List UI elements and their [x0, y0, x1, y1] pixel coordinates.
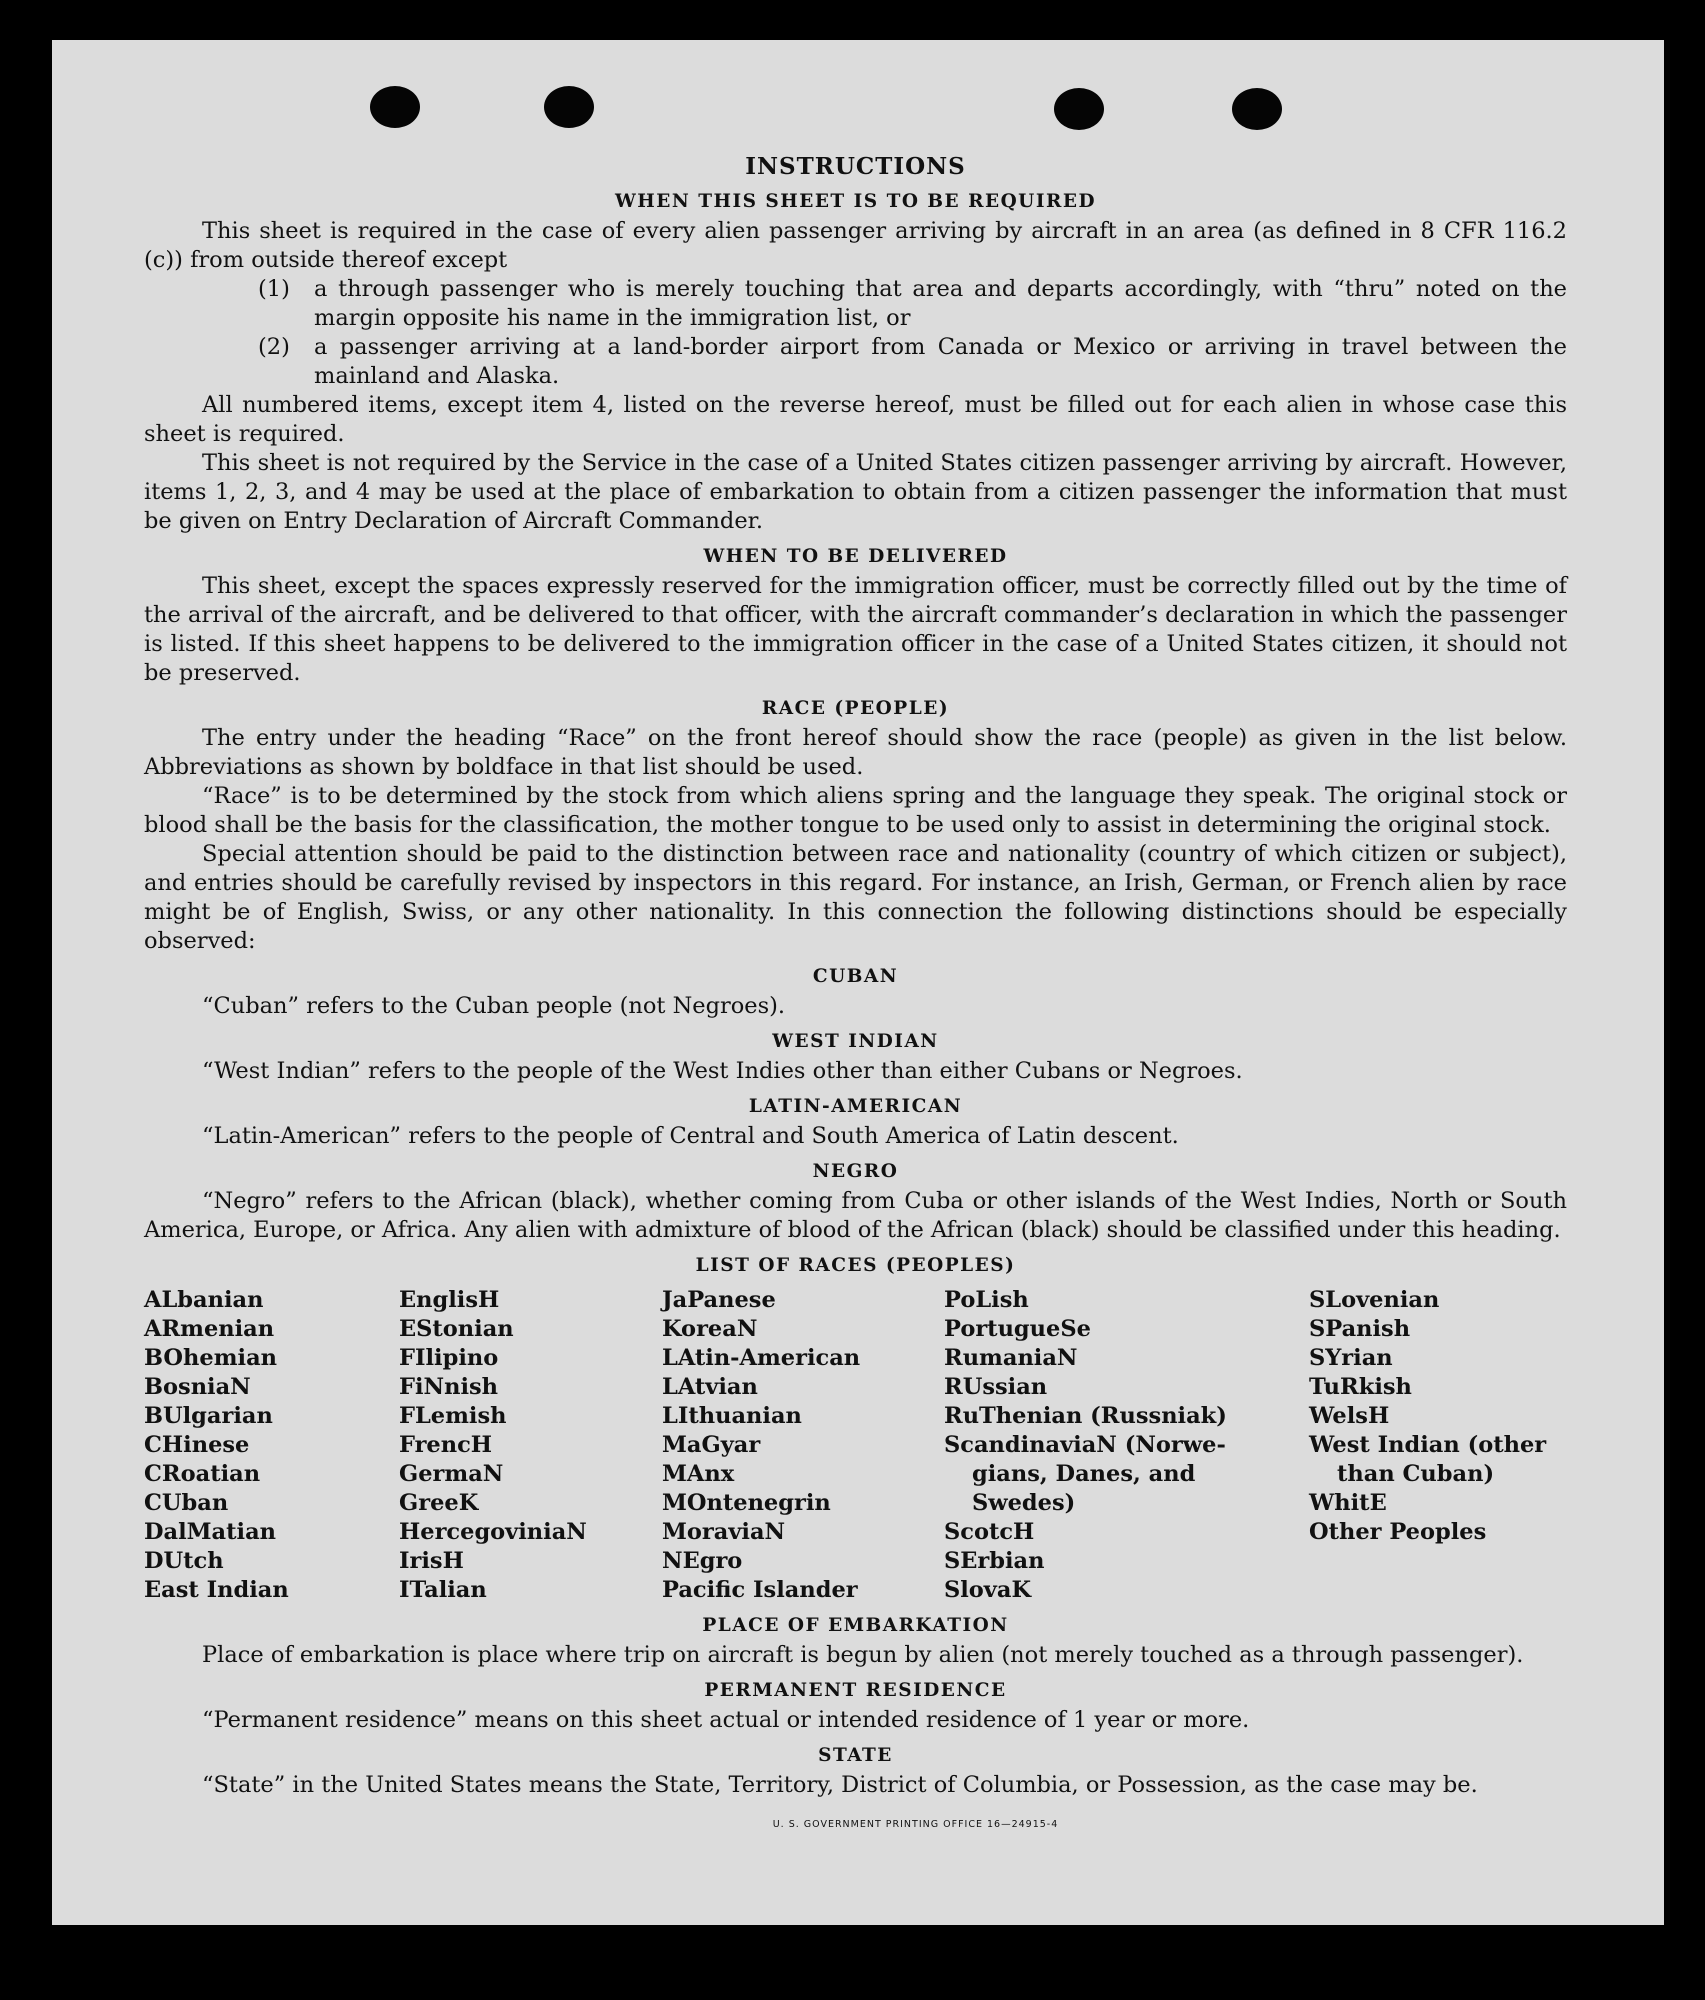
race-item: MOntenegrin — [662, 1490, 831, 1516]
section-heading: PLACE OF EMBARKATION — [702, 1615, 1009, 1636]
race-item: MAnx — [662, 1461, 735, 1487]
race-item: ScotcH — [944, 1519, 1035, 1545]
section-heading: NEGRO — [812, 1161, 899, 1182]
race-item: ITalian — [399, 1577, 487, 1603]
punch-hole — [1054, 88, 1104, 130]
race-item: ALbanian — [144, 1287, 264, 1313]
race-item: WhitE — [1309, 1490, 1387, 1516]
race-item: CUban — [144, 1490, 229, 1516]
race-item: MaGyar — [662, 1432, 761, 1458]
race-item: WelsH — [1309, 1403, 1390, 1429]
section-heading: WHEN THIS SHEET IS TO BE REQUIRED — [614, 191, 1096, 212]
race-item: gians, Danes, and — [972, 1461, 1196, 1487]
race-item: EnglisH — [399, 1287, 500, 1313]
item-number: (2) — [258, 334, 290, 360]
race-item: BOhemian — [144, 1345, 278, 1371]
race-item: SLovenian — [1309, 1287, 1440, 1313]
section-heading: RACE (PEOPLE) — [761, 698, 950, 719]
section-heading: WEST INDIAN — [772, 1031, 939, 1052]
race-item: BUlgarian — [144, 1403, 273, 1429]
item-number: (1) — [258, 276, 290, 302]
list-item — [258, 275, 1567, 333]
race-item: RUssian — [944, 1374, 1048, 1400]
race-item: Pacific Islander — [662, 1577, 858, 1603]
paragraph: “Latin-American” refers to the people of Central and South America of Latin descent. — [202, 1123, 1179, 1149]
races-column — [144, 1286, 399, 1605]
section-heading: CUBAN — [812, 966, 899, 987]
race-item: LAtvian — [662, 1374, 758, 1400]
race-item: JaPanese — [662, 1287, 776, 1313]
race-item: West Indian (other — [1309, 1432, 1547, 1458]
page-title: INSTRUCTIONS — [745, 153, 966, 180]
printer-imprint: U. S. GOVERNMENT PRINTING OFFICE 16—24915-4 — [772, 1819, 1059, 1830]
section-heading: LATIN-AMERICAN — [748, 1096, 963, 1117]
race-item: ScandinaviaN (Norwe- — [944, 1432, 1226, 1458]
paragraph: This sheet is required in the case of every alien passenger arriving by aircraft in an area (as defined in 8 CFR 116.2 (c)) from outside thereof except — [144, 218, 1567, 273]
race-item: than Cuban) — [1337, 1461, 1495, 1487]
paragraph: Special attention should be paid to the distinction between race and nationality (country of which citizen or subject), and entries should be carefully revised by inspectors in this regard. For instance, an Irish, German, or French alien by race might be of English, Swiss, or any other nationality. In this connection the following distinctions should be especially observed: — [144, 841, 1567, 954]
race-item: SErbian — [944, 1548, 1045, 1574]
race-item: CRoatian — [144, 1461, 261, 1487]
section-heading: PERMANENT RESIDENCE — [704, 1680, 1007, 1701]
paragraph: Place of embarkation is place where trip on aircraft is begun by alien (not merely touched as a through passenger). — [202, 1642, 1524, 1668]
race-item: TuRkish — [1309, 1374, 1412, 1400]
race-item: DUtch — [144, 1548, 224, 1574]
race-item: LIthuanian — [662, 1403, 802, 1429]
punch-hole — [370, 86, 420, 128]
race-item: Swedes) — [972, 1490, 1076, 1516]
race-item: MoraviaN — [662, 1519, 786, 1545]
race-item: FiNnish — [399, 1374, 499, 1400]
race-item: SlovaK — [944, 1577, 1032, 1603]
races-column — [399, 1286, 662, 1605]
race-item: NEgro — [662, 1548, 743, 1574]
race-item: GreeK — [399, 1490, 479, 1516]
instructions-body — [144, 150, 1567, 1839]
race-item: RumaniaN — [944, 1345, 1078, 1371]
document-sheet — [52, 40, 1664, 1925]
section-heading: STATE — [818, 1745, 893, 1766]
item-text: a through passenger who is merely touching that area and departs accordingly, with “thru” noted on the margin opposite his name in the immigration list, or — [314, 276, 1567, 331]
race-item: BosniaN — [144, 1374, 251, 1400]
race-item: SYrian — [1309, 1345, 1393, 1371]
paragraph: All numbered items, except item 4, listed on the reverse hereof, must be filled out for each alien in whose case this sheet is required. — [144, 392, 1567, 447]
race-item: KoreaN — [662, 1316, 758, 1342]
race-item: FIlipino — [399, 1345, 499, 1371]
paragraph: This sheet is not required by the Service in the case of a United States citizen passenger arriving by aircraft. However, items 1, 2, 3, and 4 may be used at the place of embarkation to obtain from a citizen passenger the information that must be given on Entry Declaration of Aircraft Commander. — [144, 450, 1567, 534]
race-item: Other Peoples — [1309, 1519, 1487, 1545]
races-column — [662, 1286, 944, 1605]
race-item: HercegoviniaN — [399, 1519, 587, 1545]
paragraph: “Permanent residence” means on this sheet actual or intended residence of 1 year or more. — [202, 1707, 1250, 1733]
paragraph: “State” in the United States means the State, Territory, District of Columbia, or Possession, as the case may be. — [202, 1772, 1478, 1798]
paragraph: “Negro” refers to the African (black), whether coming from Cuba or other islands of the West Indies, North or South America, Europe, or Africa. Any alien with admixture of blood of the African (black) should be classified under this heading. — [144, 1188, 1567, 1243]
section-heading: WHEN TO BE DELIVERED — [703, 546, 1008, 567]
race-item: EStonian — [399, 1316, 514, 1342]
paragraph: “Race” is to be determined by the stock from which aliens spring and the language they speak. The original stock or blood shall be the basis for the classification, the mother tongue to be used only to assist in determining the original stock. — [144, 783, 1567, 838]
races-column — [1309, 1286, 1559, 1605]
section-heading: LIST OF RACES (PEOPLES) — [695, 1255, 1016, 1276]
race-item: DalMatian — [144, 1519, 277, 1545]
race-item: FLemish — [399, 1403, 507, 1429]
race-item: PortugueSe — [944, 1316, 1091, 1342]
race-item: GermaN — [399, 1461, 504, 1487]
list-item — [258, 333, 1567, 391]
item-text: a passenger arriving at a land-border airport from Canada or Mexico or arriving in travel between the mainland and Alaska. — [314, 334, 1567, 389]
race-item: ARmenian — [144, 1316, 275, 1342]
punch-hole — [1232, 88, 1282, 130]
punch-hole — [544, 86, 594, 128]
paragraph: “West Indian” refers to the people of the West Indies other than either Cubans or Negroes. — [202, 1058, 1243, 1084]
paragraph: This sheet, except the spaces expressly reserved for the immigration officer, must be correctly filled out by the time of the arrival of the aircraft, and be delivered to that officer, with the aircraft commander’s declaration in which the passenger is listed. If this sheet happens to be delivered to the immigration officer in the case of a United States citizen, it should not be preserved. — [144, 573, 1567, 686]
race-item: East Indian — [144, 1577, 289, 1603]
race-item: SPanish — [1309, 1316, 1411, 1342]
races-column — [944, 1286, 1309, 1605]
paragraph: The entry under the heading “Race” on the front hereof should show the race (people) as given in the list below. Abbreviations as shown by boldface in that list should be used. — [144, 725, 1567, 780]
race-item: FrencH — [399, 1432, 493, 1458]
paragraph: “Cuban” refers to the Cuban people (not Negroes). — [202, 993, 786, 1019]
race-item: IrisH — [399, 1548, 464, 1574]
race-item: CHinese — [144, 1432, 250, 1458]
race-item: RuThenian (Russniak) — [944, 1403, 1227, 1429]
race-item: PoLish — [944, 1287, 1029, 1313]
race-item: LAtin-American — [662, 1345, 861, 1371]
races-list — [144, 1286, 1567, 1605]
